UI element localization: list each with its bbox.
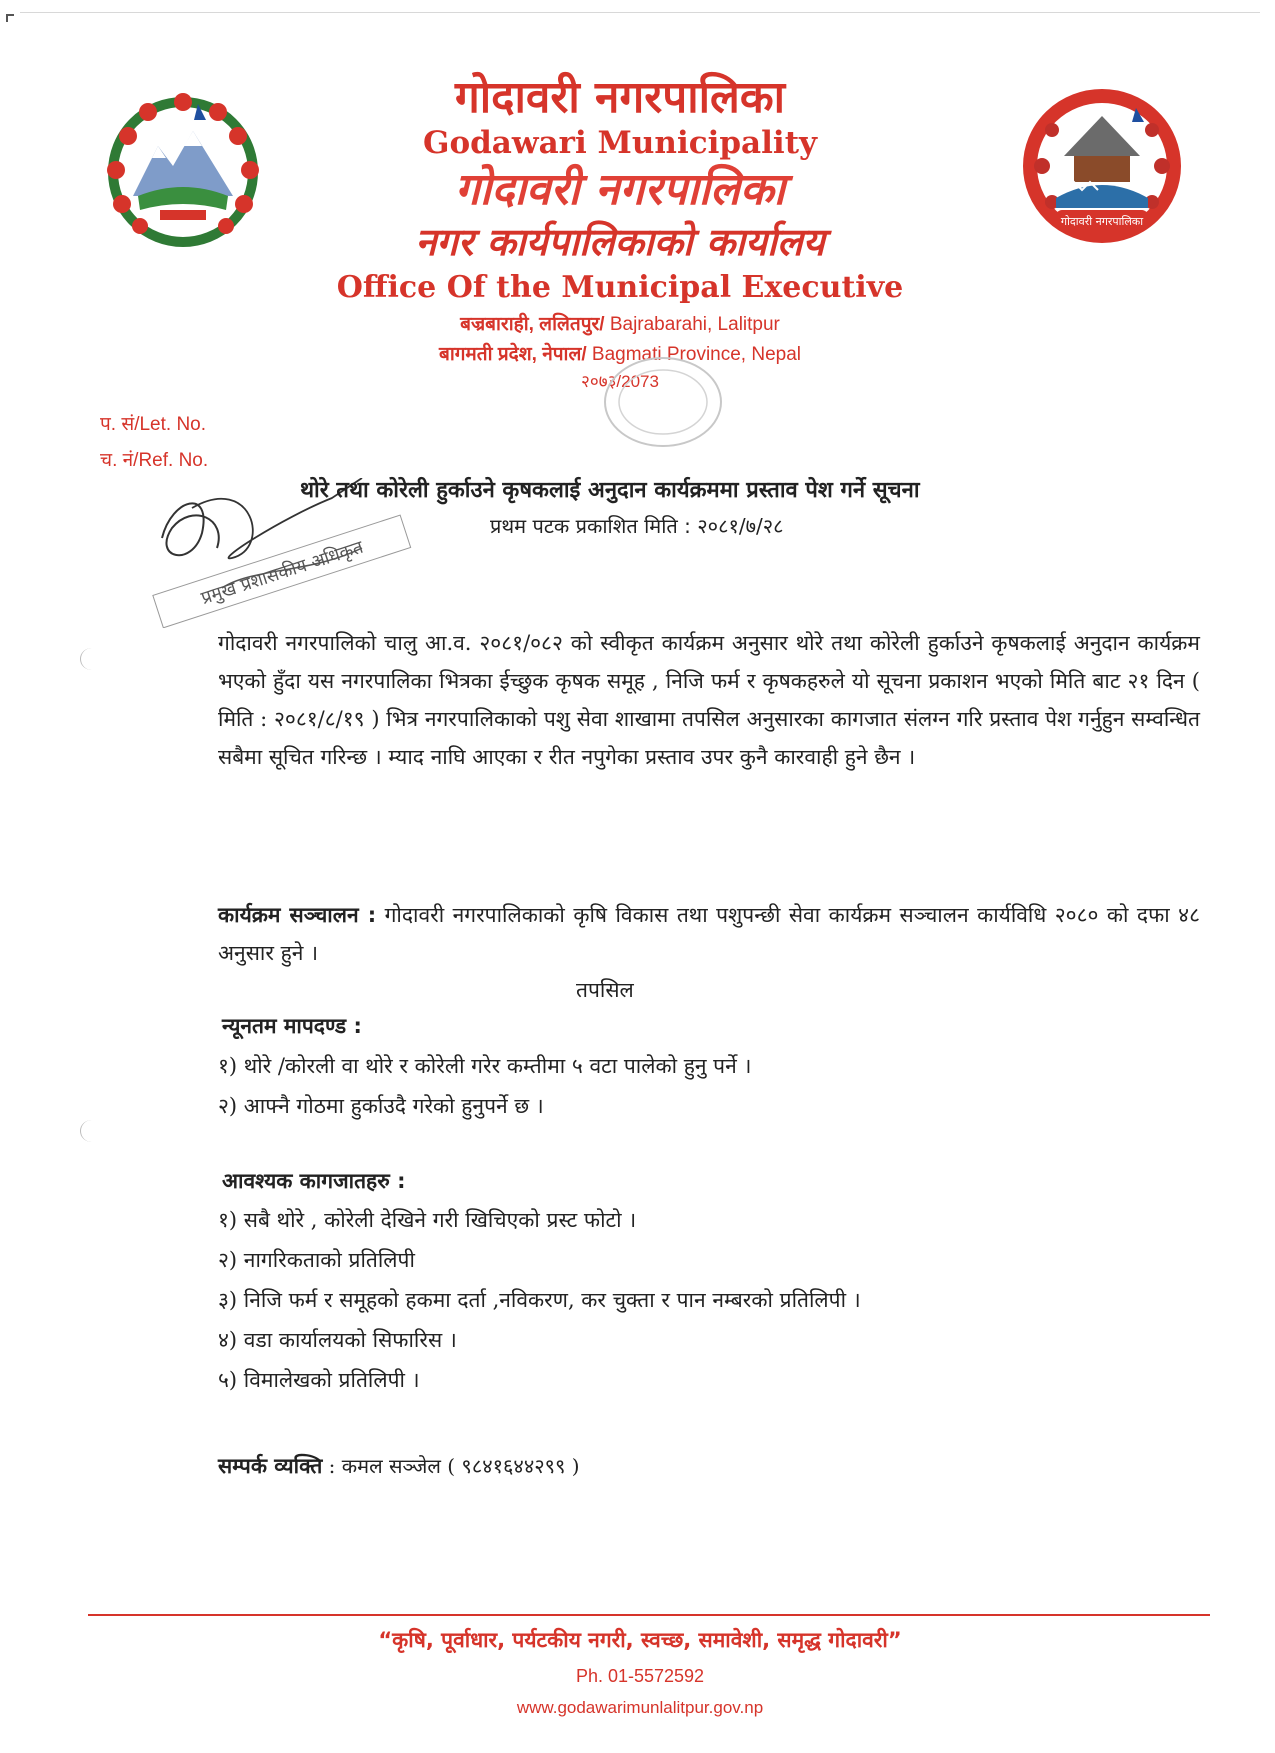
contact-label: सम्पर्क व्यक्ति	[218, 1454, 323, 1478]
footer-divider	[88, 1614, 1210, 1616]
criteria-heading: न्यूनतम मापदण्ड :	[222, 1014, 362, 1038]
officer-designation: प्रमुख प्रशासकीय अधिकृत	[198, 536, 366, 609]
scan-edge-line	[20, 12, 1260, 13]
municipality-name-english: Godawari Municipality	[422, 125, 818, 161]
municipality-name-stylized: गोदावरी नगरपालिका	[454, 164, 786, 215]
footer	[300, 1620, 980, 1724]
address-line-1	[300, 310, 940, 340]
footer-slogan: “कृषि, पूर्वाधार, पर्यटकीय नगरी, स्वच्छ, समावेशी, समृद्ध गोदावरी”	[378, 1628, 902, 1652]
list-item: १) सबै थोरे , कोरेली देखिने गरी खिचिएको प्रस्ट फोटो ।	[218, 1208, 637, 1232]
logo-label: गोदावरी नगरपालिका	[1060, 215, 1144, 228]
address-line-1-nepali: बज्रबाराही, ललितपुर/	[460, 314, 605, 335]
office-seal-icon	[598, 352, 728, 452]
list-item: १) थोरे /कोरली वा थोरे र कोरेली गरेर कम्तीमा ५ वटा पालेको हुनु पर्ने ।	[218, 1054, 752, 1078]
program-operation-text: गोदावरी नगरपालिकाको कृषि विकास तथा पशुपन्छी सेवा कार्यक्रम सञ्चालन कार्यविधि २०८० को दफा ४८ अनुसार हुने ।	[218, 903, 1200, 965]
scan-punch-hole	[80, 1120, 103, 1142]
schedule-label: तपसिल	[576, 978, 634, 1002]
address-line-1-english: Bajrabarahi, Lalitpur	[609, 314, 780, 335]
list-item: ५) विमालेखको प्रतिलिपी ।	[218, 1368, 420, 1392]
footer-phone: Ph. 01-5572592	[575, 1666, 705, 1686]
reference-number-label: च. नं/Ref. No.	[100, 450, 209, 471]
published-date: प्रथम पटक प्रकाशित मिति : २०८१/७/२८	[490, 514, 784, 538]
address-line-2-nepali: बागमती प्रदेश, नेपाल/	[438, 344, 587, 365]
office-name-nepali: नगर कार्यपालिकाको कार्यालय	[415, 220, 825, 264]
documents-heading: आवश्यक कागजातहरु :	[222, 1169, 406, 1193]
program-operation-label: कार्यक्रम सञ्चालन :	[218, 903, 377, 927]
program-operation	[218, 896, 1200, 972]
nepal-government-emblem-icon	[98, 86, 268, 254]
criteria-list	[218, 1046, 751, 1126]
footer-website: www.godawarimunlalitpur.gov.np	[516, 1698, 764, 1717]
notice-body: गोदावरी नगरपालिको चालु आ.व. २०८१/०८२ को स्वीकृत कार्यक्रम अनुसार थोरे तथा कोरेली हुर्काउने कृषकलाई अनुदान कार्यक्रम भएको हुँदा यस नगरपालिका भित्रका ईच्छुक कृषक समूह , निजि फर्म र कृषकहरुले यो सूचना प्रकाशन भएको मिति बाट २१ दिन ( मिति : २०८१/८/१९ ) भित्र नगरपालिकाको पशु सेवा शाखामा तपसिल अनुसारका कागजात संलग्न गरि प्रस्ताव पेश गर्नुहुन सम्वन्धित सबैमा सूचित गरिन्छ । म्याद नाघि आएका र रीत नपुगेका प्रस्ताव उपर कुनै कारवाही हुने छैन ।	[218, 631, 1200, 769]
address-line-2-english: Bagmati Province, Nepal	[591, 344, 802, 365]
documents-list	[218, 1200, 861, 1400]
municipality-name-nepali: गोदावरी नगरपालिका	[454, 72, 786, 123]
list-item: २) आफ्नै गोठमा हुर्काउदै गरेको हुनुपर्ने छ ।	[218, 1094, 544, 1118]
established-year: २०७३/2073	[581, 372, 659, 391]
godawari-municipality-logo-icon	[1016, 86, 1188, 246]
list-item: ३) निजि फर्म र समूहको हकमा दर्ता ,नविकरण, कर चुक्ता र पान नम्बरको प्रतिलिपी ।	[218, 1288, 861, 1312]
contact-person	[218, 1450, 580, 1482]
scan-corner-mark	[6, 14, 14, 22]
office-name-english: Office Of the Municipal Executive	[336, 270, 904, 305]
contact-value: : कमल सञ्जेल ( ९८४१६४४२९९ )	[328, 1454, 580, 1478]
list-item: ४) वडा कार्यालयको सिफारिस ।	[218, 1328, 457, 1352]
scan-punch-hole	[80, 648, 103, 670]
letter-number-label: प. सं/Let. No.	[100, 414, 207, 435]
notice-title: थोरे तथा कोरेली हुर्काउने कृषकलाई अनुदान कार्यक्रममा प्रस्ताव पेश गर्ने सूचना	[300, 478, 920, 503]
list-item: २) नागरिकताको प्रतिलिपी	[218, 1248, 415, 1272]
letterhead	[300, 72, 940, 394]
